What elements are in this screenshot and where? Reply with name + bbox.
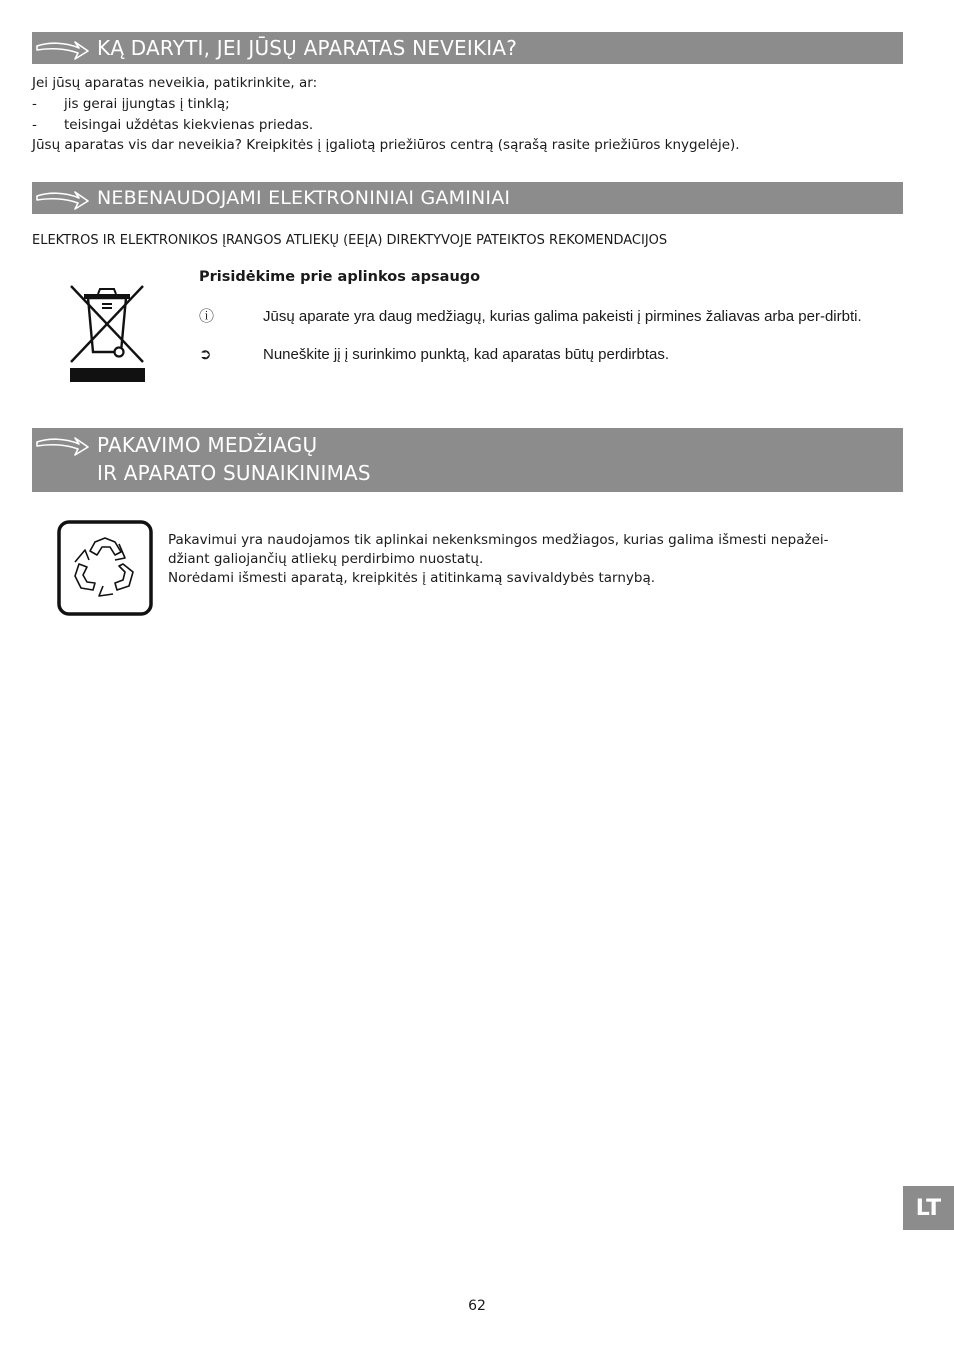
weee-directive: ELEKTROS IR ELEKTRONIKOS ĮRANGOS ATLIEKŲ (EEĮA) DIREKTYVOJE PATEIKTOS REKOMENDACIJOS xyxy=(32,233,668,248)
crossed-bin-icon xyxy=(68,284,146,382)
troubleshoot-list xyxy=(32,94,313,135)
packaging-line-2: džiant galiojančių atliekų perdirbimo nuostatų. xyxy=(168,551,484,567)
arrow-bullet-icon: ➲ xyxy=(199,346,212,363)
section-header-packaging xyxy=(32,428,903,492)
section-title: NEBENAUDOJAMI ELEKTRONINIAI GAMINIAI xyxy=(97,187,511,209)
page-number: 62 xyxy=(468,1298,486,1314)
list-item: ⓘ Jūsų aparate yra daug medžiagų, kurias galima pakeisti į pirmines žaliavas arba per-dirbti. xyxy=(199,308,862,325)
info-icon: ⓘ xyxy=(199,308,215,325)
list-item: - jis gerai įjungtas į tinklą; xyxy=(32,96,230,112)
section-title: PAKAVIMO MEDŽIAGŲ IR APARATO SUNAIKINIMAS xyxy=(97,433,371,485)
recycle-icon xyxy=(57,520,153,616)
troubleshoot-outro: Jūsų aparatas vis dar neveikia? Kreipkitės į įgaliotą priežiūros centrą (sąrašą rasite priežiūros knygelėje). xyxy=(32,137,740,153)
list-item: - teisingai uždėtas kiekvienas priedas. xyxy=(32,116,314,133)
section-header-weee xyxy=(32,182,903,214)
section-title: KĄ DARYTI, JEI JŪSŲ APARATAS NEVEIKIA? xyxy=(97,36,518,60)
arrow-icon xyxy=(35,434,89,458)
troubleshoot-intro: Jei jūsų aparatas neveikia, patikrinkite, ar: xyxy=(32,75,318,91)
packaging-line-1: Pakavimui yra naudojamos tik aplinkai nekenksmingos medžiagos, kurias galima išmesti nepažei- xyxy=(168,532,829,548)
list-item: ➲ Nuneškite jį į surinkimo punktą, kad aparatas būtų perdirbtas. xyxy=(199,346,670,363)
env-title: Prisidėkime prie aplinkos apsaugo xyxy=(199,269,481,285)
arrow-icon xyxy=(35,188,89,212)
language-tab: LT xyxy=(903,1186,954,1230)
section-header-troubleshooting xyxy=(32,32,903,64)
arrow-icon xyxy=(35,38,89,62)
packaging-line-3: Norėdami išmesti aparatą, kreipkitės į atitinkamą savivaldybės tarnybą. xyxy=(168,570,656,586)
